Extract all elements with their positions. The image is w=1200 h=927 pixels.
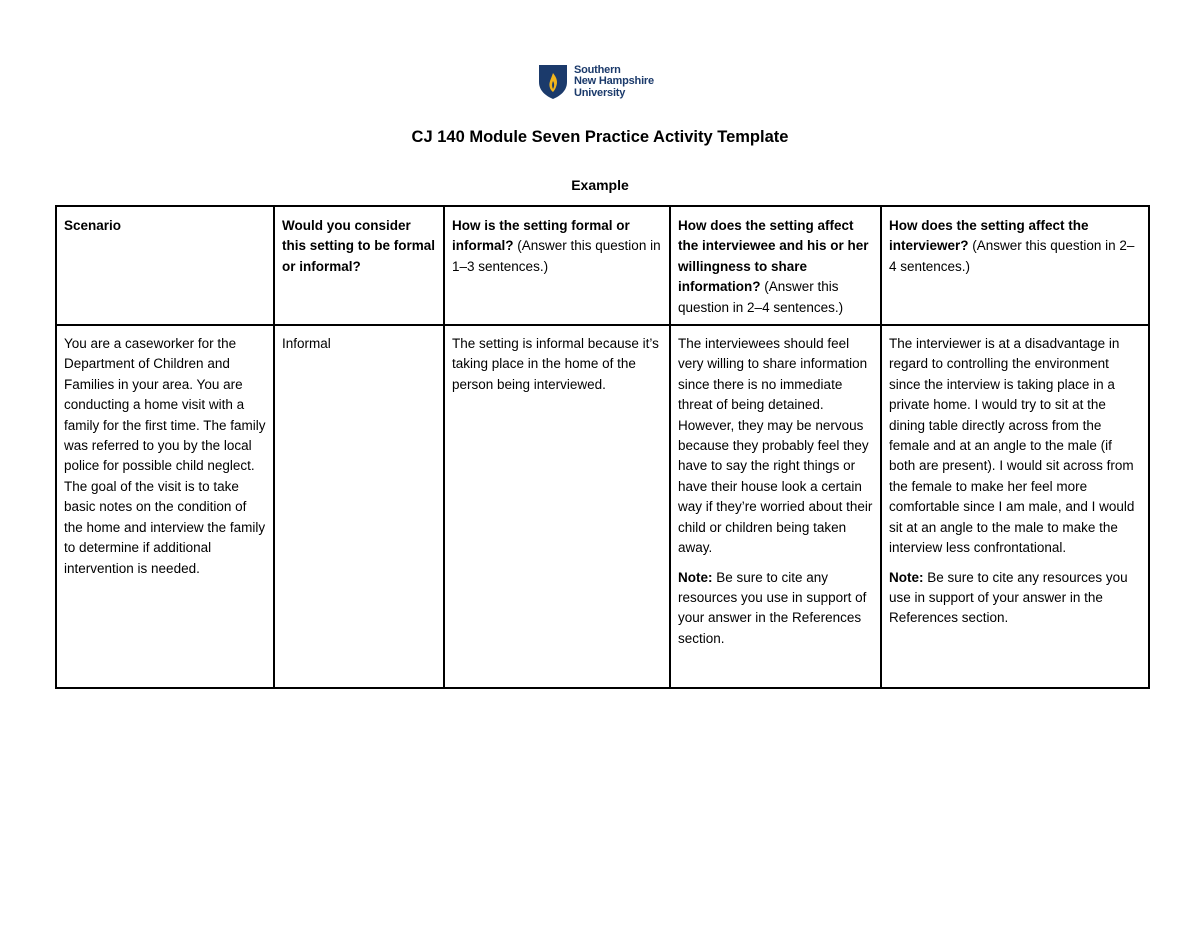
document-title: CJ 140 Module Seven Practice Activity Template — [411, 128, 789, 146]
header-formality: Would you consider this setting to be formal or informal? — [274, 206, 444, 325]
interviewer-answer: The interviewer is at a disadvantage in regard to controlling the environment since the interview is taking place in a private home. I would try to sit at the dining table directly across from the female and at an angle to the male (if both are present). I would sit across from the female to make her feel more comfortable since I am male, and I would sit at an angle to the male to make the interview less confrontational. — [889, 336, 1135, 556]
header-interviewer-effect: How does the setting affect the interviewer? (Answer this question in 2–4 sentences.) — [881, 206, 1149, 325]
logo-wordmark — [574, 65, 654, 100]
note-text: Be sure to cite any resources you use in support of your answer in the References section. — [678, 569, 867, 646]
header-how-formal: How is the setting formal or informal? (Answer this question in 1–3 sentences.) — [444, 206, 670, 325]
activity-table — [55, 205, 1150, 689]
table-header-row — [56, 206, 1149, 325]
cell-how-formal: The setting is informal because it’s taking place in the home of the person being interviewed. — [444, 325, 670, 688]
cell-interviewee-effect — [670, 325, 881, 688]
logo-line-3: University — [574, 86, 626, 99]
table-row — [56, 325, 1149, 688]
cell-formality: Informal — [274, 325, 444, 688]
interviewee-note — [678, 568, 873, 650]
shield-flame-icon — [538, 64, 568, 100]
header-interviewee-effect: How does the setting affect the interviewee and his or her willingness to share information? (Answer this question in 2–4 sentences.) — [670, 206, 881, 325]
note-label: Note: — [889, 569, 924, 585]
snhu-logo — [538, 64, 654, 100]
note-text: Be sure to cite any resources you use in support of your answer in the References section. — [889, 569, 1128, 626]
document-subtitle: Example — [571, 177, 629, 193]
logo-line-1: Southern — [574, 63, 621, 76]
header-scenario: Scenario — [56, 206, 274, 325]
cell-interviewer-effect — [881, 325, 1149, 688]
interviewer-note — [889, 568, 1141, 629]
note-label: Note: — [678, 569, 713, 585]
interviewee-answer: The interviewees should feel very willing to share information since there is no immediate threat of being detained. However, they may be nervous because they probably feel they have to say the right things or have their house look a certain way if they’re worried about their child or children being taken away. — [678, 336, 873, 556]
logo-line-2: New Hampshire — [574, 75, 654, 88]
cell-scenario: You are a caseworker for the Department of Children and Families in your area. You are conducting a home visit with a family for the first time. The family was referred to you by the local police for possible child neglect. The goal of the visit is to take basic notes on the condition of the home and interview the family to determine if additional intervention is needed. — [56, 325, 274, 688]
